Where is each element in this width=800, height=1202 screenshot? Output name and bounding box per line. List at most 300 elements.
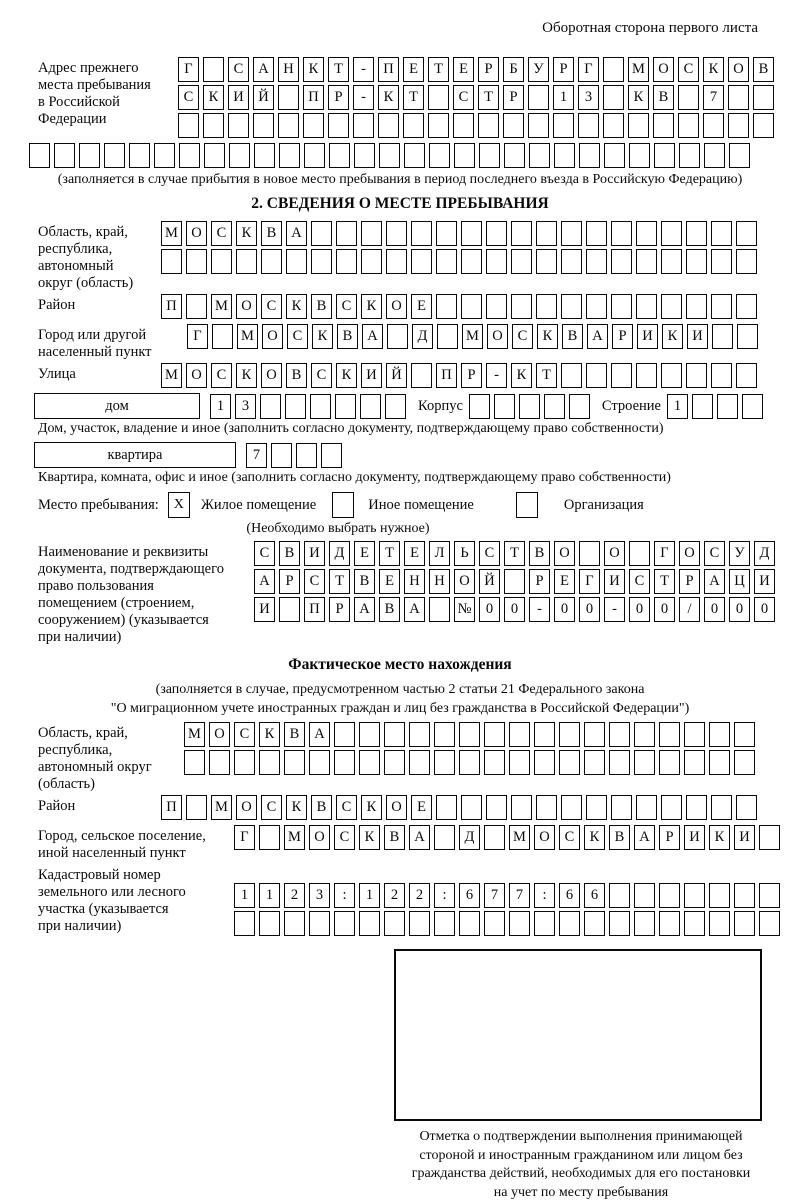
char-cell: К — [303, 57, 324, 82]
char-cell — [609, 883, 630, 908]
char-cell — [559, 750, 580, 775]
char-cell: П — [161, 795, 182, 820]
char-cell: Р — [328, 85, 349, 110]
char-cell — [336, 221, 357, 246]
char-cell: И — [637, 324, 658, 349]
char-cell — [611, 795, 632, 820]
char-cell: С — [559, 825, 580, 850]
char-cell: Р — [279, 569, 300, 594]
char-cell — [336, 249, 357, 274]
document-rows — [254, 541, 775, 625]
char-cell — [429, 597, 450, 622]
char-cell — [579, 143, 600, 168]
char-cell — [104, 143, 125, 168]
char-cell — [536, 249, 557, 274]
char-cell: М — [462, 324, 483, 349]
char-cell — [511, 249, 532, 274]
char-cell — [736, 249, 757, 274]
char-cell — [484, 825, 505, 850]
char-cell: И — [754, 569, 775, 594]
char-cell — [586, 249, 607, 274]
region-label: Область, край, республика, автономный округ (область) — [38, 224, 134, 291]
char-cell: И — [687, 324, 708, 349]
option-dwelling-label: Жилое помещение — [200, 496, 317, 513]
char-cell — [534, 722, 555, 747]
char-cell: С — [228, 57, 249, 82]
char-cell — [259, 825, 280, 850]
actual-district-row — [161, 795, 757, 820]
char-cell — [711, 294, 732, 319]
char-cell — [461, 221, 482, 246]
char-cell — [704, 143, 725, 168]
region-row-2 — [161, 249, 757, 274]
char-cell: О — [386, 795, 407, 820]
char-cell: Д — [329, 541, 350, 566]
char-cell: - — [604, 597, 625, 622]
char-cell — [661, 249, 682, 274]
char-cell — [284, 911, 305, 936]
char-cell — [279, 143, 300, 168]
char-cell — [260, 394, 281, 419]
char-cell — [186, 795, 207, 820]
char-cell: 2 — [384, 883, 405, 908]
char-cell: А — [634, 825, 655, 850]
char-cell — [684, 750, 705, 775]
char-cell — [494, 394, 515, 419]
char-cell — [709, 722, 730, 747]
char-cell: - — [353, 57, 374, 82]
apartment-box-label: квартира — [34, 442, 236, 468]
place-type-note: (Необходимо выбрать нужное) — [246, 521, 430, 536]
char-cell: М — [211, 294, 232, 319]
char-cell — [659, 750, 680, 775]
char-cell: 1 — [667, 394, 688, 419]
char-cell: И — [684, 825, 705, 850]
char-cell — [461, 249, 482, 274]
char-cell — [561, 363, 582, 388]
char-cell — [536, 795, 557, 820]
char-cell: В — [286, 363, 307, 388]
char-cell — [586, 795, 607, 820]
char-cell — [54, 143, 75, 168]
char-cell — [678, 113, 699, 138]
char-cell: 0 — [704, 597, 725, 622]
char-cell — [734, 722, 755, 747]
char-cell — [437, 324, 458, 349]
char-cell — [759, 883, 780, 908]
char-cell: / — [679, 597, 700, 622]
char-cell: 0 — [754, 597, 775, 622]
char-cell — [692, 394, 713, 419]
char-cell — [636, 363, 657, 388]
apartment-cells — [246, 443, 342, 468]
char-cell: С — [261, 795, 282, 820]
char-cell: О — [386, 294, 407, 319]
char-cell — [584, 722, 605, 747]
char-cell: - — [353, 85, 374, 110]
char-cell — [311, 221, 332, 246]
char-cell — [479, 143, 500, 168]
char-cell: М — [184, 722, 205, 747]
char-cell: В — [653, 85, 674, 110]
char-cell: : — [434, 883, 455, 908]
char-cell: Д — [754, 541, 775, 566]
char-cell — [634, 750, 655, 775]
apartment-caption: Квартира, комната, офис и иное (заполнить согласно документу, подтверждающему право собственности) — [38, 470, 671, 485]
char-cell — [586, 363, 607, 388]
char-cell — [603, 85, 624, 110]
char-cell: С — [704, 541, 725, 566]
char-cell — [359, 722, 380, 747]
char-cell: Ц — [729, 569, 750, 594]
cadastral-row-2 — [234, 911, 780, 936]
char-cell — [334, 722, 355, 747]
char-cell — [711, 363, 732, 388]
char-cell: Г — [654, 541, 675, 566]
char-cell — [361, 249, 382, 274]
region-block — [0, 221, 800, 292]
char-cell — [603, 57, 624, 82]
char-cell: Д — [412, 324, 433, 349]
house-number-cells — [210, 394, 406, 419]
char-cell: Р — [529, 569, 550, 594]
char-cell — [211, 249, 232, 274]
actual-city-label: Город, сельское поселение, иной населенный пункт — [38, 828, 206, 861]
char-cell — [586, 294, 607, 319]
char-cell: О — [534, 825, 555, 850]
prev-address-row-2 — [178, 85, 774, 110]
char-cell — [742, 394, 763, 419]
char-cell — [711, 249, 732, 274]
char-cell — [636, 294, 657, 319]
char-cell — [411, 249, 432, 274]
char-cell — [586, 221, 607, 246]
char-cell: Н — [278, 57, 299, 82]
char-cell — [509, 750, 530, 775]
char-cell — [503, 113, 524, 138]
char-cell: О — [454, 569, 475, 594]
char-cell — [360, 394, 381, 419]
char-cell — [584, 750, 605, 775]
char-cell: У — [528, 57, 549, 82]
char-cell: О — [186, 221, 207, 246]
char-cell — [709, 750, 730, 775]
char-cell: С — [512, 324, 533, 349]
char-cell: К — [511, 363, 532, 388]
char-cell: С — [287, 324, 308, 349]
char-cell: К — [361, 795, 382, 820]
char-cell — [161, 249, 182, 274]
char-cell: А — [409, 825, 430, 850]
char-cell — [461, 294, 482, 319]
char-cell — [311, 249, 332, 274]
back-note: Оборотная сторона первого листа — [542, 20, 758, 36]
char-cell: Т — [328, 57, 349, 82]
char-cell — [686, 795, 707, 820]
char-cell: М — [284, 825, 305, 850]
char-cell: К — [286, 294, 307, 319]
char-cell: С — [211, 363, 232, 388]
char-cell — [661, 795, 682, 820]
house-caption: Дом, участок, владение и иное (заполнить согласно документу, подтверждающему право собственности) — [38, 421, 664, 436]
district-label: Район — [38, 297, 76, 313]
char-cell: А — [704, 569, 725, 594]
char-cell: Л — [429, 541, 450, 566]
char-cell — [511, 795, 532, 820]
char-cell: Р — [659, 825, 680, 850]
char-cell — [579, 541, 600, 566]
char-cell — [504, 569, 525, 594]
char-cell — [736, 221, 757, 246]
char-cell: А — [587, 324, 608, 349]
actual-region-label: Область, край, республика, автономный округ (область) — [38, 725, 152, 792]
char-cell: С — [211, 221, 232, 246]
char-cell: М — [628, 57, 649, 82]
char-cell: К — [259, 722, 280, 747]
char-cell — [584, 911, 605, 936]
char-cell: 6 — [459, 883, 480, 908]
char-cell — [129, 143, 150, 168]
char-cell — [629, 541, 650, 566]
char-cell: В — [311, 795, 332, 820]
char-cell — [736, 795, 757, 820]
prev-address-caption: (заполняется в случае прибытия в новое место пребывания в период последнего въезда в Российскую Федерацию) — [57, 172, 743, 187]
char-cell — [385, 394, 406, 419]
char-cell — [654, 143, 675, 168]
char-cell — [684, 722, 705, 747]
char-cell — [486, 795, 507, 820]
char-cell: С — [678, 57, 699, 82]
char-cell — [179, 143, 200, 168]
char-cell — [453, 113, 474, 138]
char-cell — [379, 143, 400, 168]
char-cell: К — [236, 221, 257, 246]
char-cell — [686, 363, 707, 388]
char-cell: И — [228, 85, 249, 110]
char-cell — [359, 911, 380, 936]
char-cell: Т — [379, 541, 400, 566]
char-cell — [321, 443, 342, 468]
char-cell: С — [629, 569, 650, 594]
char-cell — [734, 750, 755, 775]
actual-location-title: Фактическое место нахождения — [288, 656, 512, 673]
char-cell: М — [237, 324, 258, 349]
char-cell: 0 — [504, 597, 525, 622]
char-cell — [234, 750, 255, 775]
char-cell: № — [454, 597, 475, 622]
checkbox-organization — [516, 492, 538, 518]
char-cell — [536, 294, 557, 319]
char-cell: В — [311, 294, 332, 319]
char-cell — [703, 113, 724, 138]
char-cell: У — [729, 541, 750, 566]
char-cell — [279, 597, 300, 622]
char-cell: 1 — [234, 883, 255, 908]
char-cell — [434, 911, 455, 936]
char-cell — [378, 113, 399, 138]
char-cell — [403, 113, 424, 138]
char-cell: 6 — [559, 883, 580, 908]
char-cell — [511, 221, 532, 246]
char-cell — [561, 795, 582, 820]
char-cell — [678, 85, 699, 110]
char-cell — [569, 394, 590, 419]
char-cell: С — [336, 795, 357, 820]
char-cell — [411, 363, 432, 388]
char-cell — [428, 85, 449, 110]
char-cell: В — [529, 541, 550, 566]
char-cell: К — [359, 825, 380, 850]
char-cell: Т — [403, 85, 424, 110]
char-cell — [209, 750, 230, 775]
char-cell — [384, 911, 405, 936]
actual-region-row-1 — [184, 722, 755, 747]
char-cell — [436, 795, 457, 820]
char-cell — [278, 85, 299, 110]
char-cell — [684, 883, 705, 908]
char-cell: Е — [411, 294, 432, 319]
char-cell — [154, 143, 175, 168]
char-cell: К — [703, 57, 724, 82]
char-cell: 7 — [703, 85, 724, 110]
char-cell — [236, 249, 257, 274]
char-cell — [544, 394, 565, 419]
char-cell — [259, 911, 280, 936]
document-label: Наименование и реквизиты документа, подтверждающего право пользования помещением (строением, сооружением) (указывается при наличии) — [38, 544, 224, 645]
actual-location-caption: (заполняется в случае, предусмотренном частью 2 статьи 21 Федерального закона "О миграционном учете иностранных граждан и лиц без гражданства в Российской Федерации") — [110, 682, 690, 716]
char-cell — [484, 750, 505, 775]
prev-address-row-4 — [29, 143, 800, 168]
char-cell — [387, 324, 408, 349]
char-cell — [561, 294, 582, 319]
char-cell: М — [509, 825, 530, 850]
char-cell — [429, 143, 450, 168]
char-cell: А — [253, 57, 274, 82]
city-block — [0, 324, 800, 361]
char-cell — [737, 324, 758, 349]
char-cell: К — [584, 825, 605, 850]
korpus-label: Корпус — [418, 397, 463, 414]
char-cell: Р — [478, 57, 499, 82]
char-cell: 1 — [210, 394, 231, 419]
char-cell — [717, 394, 738, 419]
char-cell — [178, 113, 199, 138]
char-cell: О — [209, 722, 230, 747]
char-cell — [259, 750, 280, 775]
char-cell — [454, 143, 475, 168]
char-cell — [534, 911, 555, 936]
char-cell: М — [161, 221, 182, 246]
char-cell: Т — [504, 541, 525, 566]
house-box-label: дом — [34, 393, 200, 419]
char-cell — [384, 750, 405, 775]
checkbox-dwelling: X — [168, 492, 190, 518]
char-cell: 3 — [235, 394, 256, 419]
char-cell — [261, 249, 282, 274]
char-cell — [609, 722, 630, 747]
char-cell — [434, 750, 455, 775]
char-cell: 1 — [259, 883, 280, 908]
char-cell: М — [161, 363, 182, 388]
char-cell — [353, 113, 374, 138]
char-cell: О — [554, 541, 575, 566]
char-cell — [509, 911, 530, 936]
char-cell: Н — [404, 569, 425, 594]
char-cell — [686, 221, 707, 246]
char-cell — [286, 249, 307, 274]
char-cell: А — [254, 569, 275, 594]
char-cell: О — [236, 795, 257, 820]
char-cell: К — [336, 363, 357, 388]
char-cell: К — [662, 324, 683, 349]
char-cell: С — [334, 825, 355, 850]
char-cell — [661, 363, 682, 388]
char-cell — [285, 394, 306, 419]
street-block — [0, 363, 800, 391]
place-type-label: Место пребывания: — [38, 496, 159, 513]
char-cell: Р — [503, 85, 524, 110]
char-cell — [661, 221, 682, 246]
char-cell: С — [304, 569, 325, 594]
char-cell: Ь — [454, 541, 475, 566]
korpus-cells — [469, 394, 590, 419]
char-cell — [753, 113, 774, 138]
char-cell: В — [261, 221, 282, 246]
stroenie-cells — [667, 394, 763, 419]
option-organization-label: Организация — [563, 496, 644, 513]
char-cell — [659, 722, 680, 747]
char-cell — [561, 221, 582, 246]
char-cell — [486, 249, 507, 274]
char-cell — [436, 294, 457, 319]
char-cell — [559, 722, 580, 747]
char-cell: 7 — [509, 883, 530, 908]
char-cell — [653, 113, 674, 138]
char-cell: И — [304, 541, 325, 566]
char-cell: В — [384, 825, 405, 850]
char-cell: А — [286, 221, 307, 246]
char-cell — [509, 722, 530, 747]
char-cell: К — [378, 85, 399, 110]
char-cell: Е — [354, 541, 375, 566]
char-cell: Р — [553, 57, 574, 82]
char-cell — [384, 722, 405, 747]
prev-address-rows — [178, 57, 774, 141]
char-cell: Г — [579, 569, 600, 594]
char-cell: В — [379, 597, 400, 622]
prev-address-label: Адрес прежнего места пребывания в Российской Федерации — [38, 60, 151, 127]
checkbox-other-premises — [332, 492, 354, 518]
char-cell — [459, 750, 480, 775]
char-cell — [636, 795, 657, 820]
char-cell: К — [361, 294, 382, 319]
section2-title: 2. СВЕДЕНИЯ О МЕСТЕ ПРЕБЫВАНИЯ — [251, 195, 549, 212]
char-cell — [759, 825, 780, 850]
char-cell — [334, 911, 355, 936]
char-cell — [634, 911, 655, 936]
char-cell — [679, 143, 700, 168]
char-cell — [511, 294, 532, 319]
char-cell: О — [262, 324, 283, 349]
char-cell: О — [679, 541, 700, 566]
char-cell — [409, 750, 430, 775]
char-cell — [734, 911, 755, 936]
char-cell — [729, 143, 750, 168]
char-cell: К — [628, 85, 649, 110]
char-cell: И — [604, 569, 625, 594]
option-other-premises-label: Иное помещение — [368, 496, 474, 513]
city-row — [187, 324, 758, 349]
